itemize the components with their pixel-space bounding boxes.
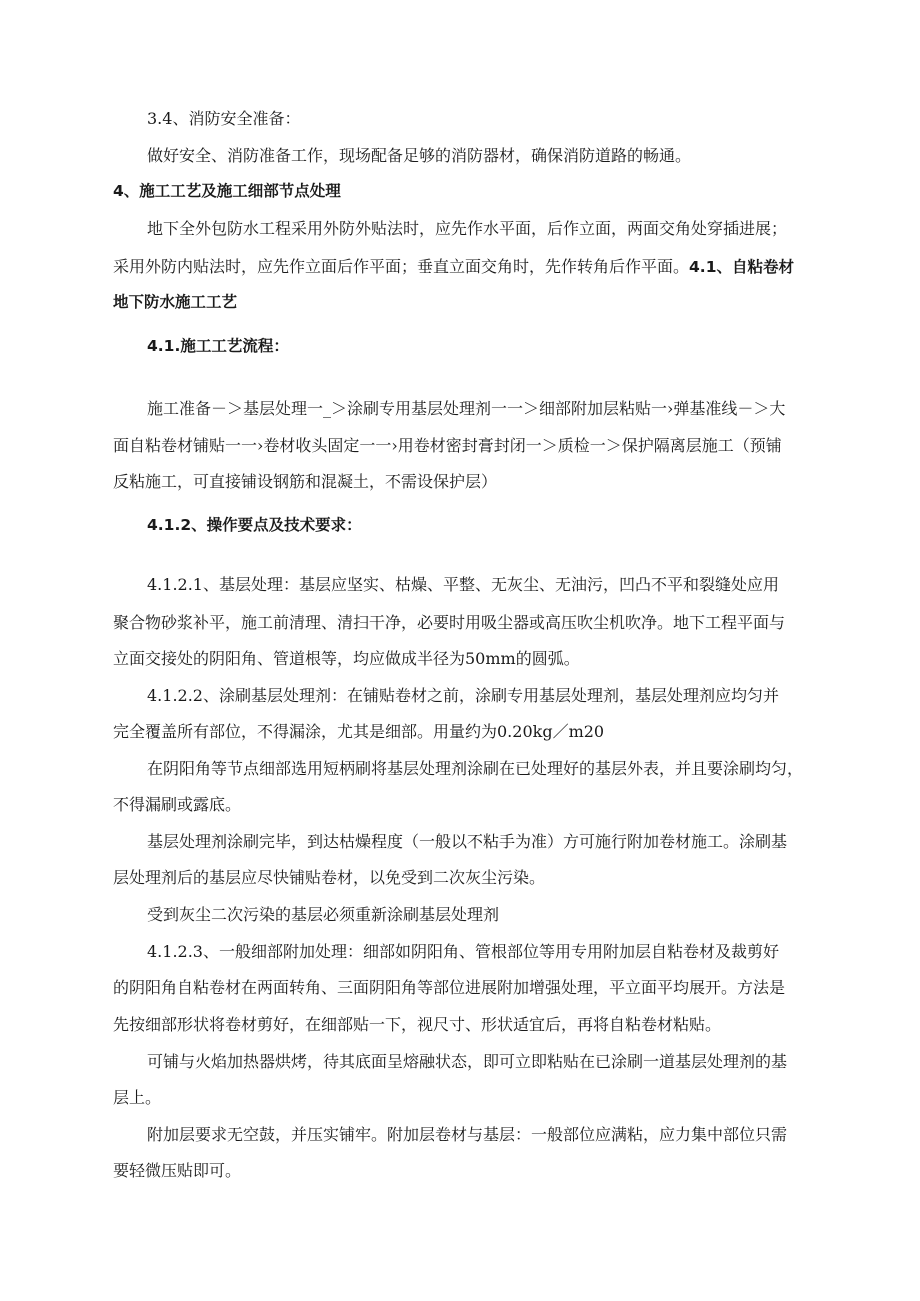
text-line: 4.1.2.1、基层处理：基层应坚实、枯燥、平整、无灰尘、无油污，凹凸不平和裂缝处应用 [147,575,779,594]
text-line: 面自粘卷材铺贴一一›卷材收头固定一一›用卷材密封膏封闭一＞质检一＞保护隔离层施工（预铺 [113,436,782,455]
text-line: 先按细部形状将卷材剪好，在细部贴一下，视尺寸、形状适宜后，再将自粘卷材粘贴。 [113,1015,722,1034]
text-line: 4.1.2.3、一般细部附加处理：细部如阴阳角、管根部位等用专用附加层自粘卷材及裁剪好 [147,942,779,961]
text-line: 完全覆盖所有部位，不得漏涂，尤其是细部。用量约为0.20kg／m20 [113,722,605,741]
text-line: 反粘施工，可直接铺设钢筋和混凝土，不需设保护层） [113,472,498,491]
text-line: 不得漏刷或露底。 [113,795,242,814]
text-line: 施工准备－＞基层处理一_＞涂刷专用基层处理剂一一＞细部附加层粘贴一›弹基准线－＞大 [147,399,786,418]
text-line: 采用外防内贴法时，应先作立面后作平面；垂直立面交角时，先作转角后作平面。 [113,257,690,276]
text-line: 4、施工工艺及施工细部节点处理 [113,182,341,200]
text-line: 基层处理剂涂刷完毕，到达枯燥程度（一般以不粘手为准）方可施行附加卷材施工。涂刷基 [147,832,788,851]
section-4-1-2-heading [113,509,845,542]
section-3-4-heading [113,102,845,135]
paragraph-recoat [113,898,845,931]
text-line: 在阴阳角等节点细部选用短柄刷将基层处理剂涂刷在已处理好的基层外表，并且要涂刷均匀， [147,759,804,778]
text-line: 的阴阳角自粘卷材在两面转角、三面阴阳角等部位进展附加增强处理，平立面平均展开。方法是 [113,978,786,997]
text-line: 3.4、消防安全准备： [147,109,301,128]
text-line: 层上。 [113,1088,162,1107]
text-line: 地下全外包防水工程采用外防外贴法时，应先作水平面，后作立面，两面交角处穿插进展； [147,219,788,238]
text-line: 层处理剂后的基层应尽快铺贴卷材，以免受到二次灰尘污染。 [113,868,546,887]
paragraph-fire-safety [113,139,845,172]
text-line: 4.1.2、操作要点及技术要求： [147,516,362,534]
text-line: 4.1.2.2、涂刷基层处理剂：在铺贴卷材之前，涂刷专用基层处理剂，基层处理剂应均匀并 [147,686,779,705]
text-line: 做好安全、消防准备工作，现场配备足够的消防器材，确保消防道路的畅通。 [147,146,692,165]
text-line: 立面交接处的阴阳角、管道根等，均应做成半径为50mm的圆弧。 [113,649,580,668]
section-4-1-process-heading [113,330,845,363]
text-line: 可铺与火焰加热器烘烤，待其底面呈熔融状态，即可立即粘贴在已涂刷一道基层处理剂的基 [147,1052,788,1071]
text-line: 地下防水施工工艺 [113,293,238,311]
text-line: 4.1.施工工艺流程： [147,337,289,355]
text-line: 要轻微压贴即可。 [113,1161,242,1180]
text-line: 附加层要求无空鼓，并压实铺牢。附加层卷材与基层：一般部位应满粘，应力集中部位只需 [147,1125,788,1144]
text-line: 受到灰尘二次污染的基层必须重新涂刷基层处理剂 [147,905,500,924]
section-4-1-heading: 4.1、自粘卷材 [689,258,794,276]
text-line: 聚合物砂浆补平，施工前清理、清扫干净，必要时用吸尘器或高压吹尘机吹净。地下工程平面与 [113,613,786,632]
section-4-heading [113,175,845,208]
